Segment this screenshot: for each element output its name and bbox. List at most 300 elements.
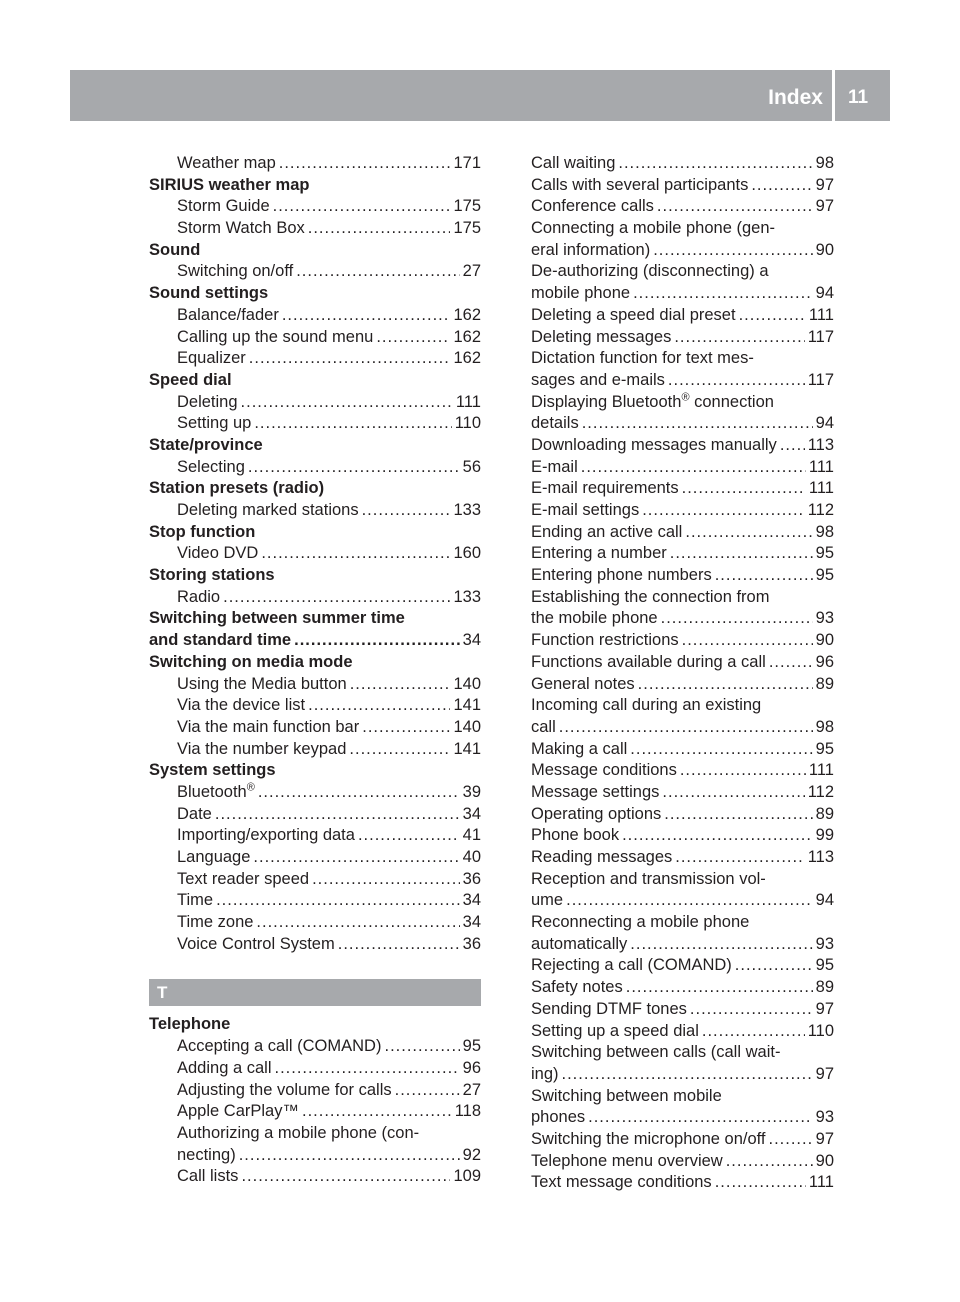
index-entry [531, 1086, 834, 1108]
entry-page-number: 140 [453, 674, 481, 693]
entry-page-number: 109 [453, 1167, 481, 1186]
entry-text: Using the Media button [177, 674, 347, 693]
index-entry [531, 1172, 834, 1194]
index-entry [149, 500, 481, 522]
index-entry [531, 1021, 834, 1043]
entry-text: E-mail requirements [531, 479, 679, 498]
index-entry [531, 283, 834, 305]
index-entry [149, 153, 481, 175]
entry-page-number: 34 [462, 631, 481, 650]
entry-page-number: 90 [815, 631, 834, 650]
index-entry [531, 153, 834, 175]
entry-text: details [531, 414, 579, 433]
entry-text: Via the main function bar [177, 717, 360, 736]
entry-text: Voice Control System [177, 934, 335, 953]
entry-text: State/province [149, 435, 263, 454]
entry-page-number: 160 [453, 544, 481, 563]
index-entry [531, 392, 834, 414]
dot-leader [682, 478, 806, 500]
dot-leader [662, 782, 804, 804]
index-entry [531, 977, 834, 999]
entry-page-number: 111 [808, 305, 834, 324]
entry-page-number: 27 [462, 262, 481, 281]
dot-leader [215, 804, 460, 826]
entry-text: Deleting messages [531, 327, 672, 346]
index-entry [531, 478, 834, 500]
dot-leader [630, 739, 812, 761]
entry-page-number: 98 [815, 717, 834, 736]
index-heading [149, 565, 481, 587]
index-entry [531, 1064, 834, 1086]
entry-text: Video DVD [177, 544, 259, 563]
dot-leader [588, 1107, 813, 1129]
index-entry [531, 413, 834, 435]
entry-text: Deleting marked stations [177, 501, 359, 519]
entry-text: Switching between calls (call wait- [531, 1043, 781, 1062]
registered-mark: ® [246, 781, 255, 794]
dot-leader [312, 869, 460, 891]
entry-text: ume [531, 891, 564, 910]
dot-leader [248, 457, 460, 479]
index-entry [531, 1151, 834, 1173]
index-heading [149, 478, 481, 500]
entry-page-number: 93 [815, 609, 834, 628]
index-entry [531, 240, 834, 262]
entry-page-number: 97 [815, 1064, 834, 1083]
entry-text: Message settings [531, 782, 660, 801]
index-entry [531, 305, 834, 327]
entry-text: Functions available during a call [531, 652, 766, 671]
left-column [149, 153, 481, 1188]
entry-page-number: 133 [453, 501, 481, 519]
entry-page-number: 93 [815, 934, 834, 953]
entry-page-number: 36 [462, 934, 481, 953]
index-entry [149, 869, 481, 891]
index-heading [149, 652, 481, 674]
entry-text: Weather map [177, 154, 276, 172]
index-entry [531, 739, 834, 761]
dot-leader [395, 1080, 460, 1102]
entry-page-number: 97 [815, 1129, 834, 1148]
entry-text: Stop function [149, 522, 256, 541]
entry-page-number: 40 [462, 848, 481, 866]
entry-text: Reconnecting a mobile phone [531, 913, 750, 932]
dot-leader [638, 674, 813, 696]
dot-leader [633, 283, 813, 305]
index-entry [149, 1166, 481, 1188]
dot-leader [680, 760, 806, 782]
index-entry [149, 890, 481, 912]
entry-text: Operating options [531, 804, 662, 823]
entry-page-number: 95 [815, 739, 834, 758]
entry-text: Switching on media mode [149, 652, 353, 671]
page-number: 11 [847, 87, 869, 108]
entry-text: Time [177, 891, 214, 910]
entry-text: Storm Watch Box [177, 219, 305, 238]
index-entry [149, 804, 481, 826]
index-heading [149, 522, 481, 544]
entry-text: Date [177, 804, 212, 823]
entry-text: SIRIUS weather map [149, 175, 310, 194]
entry-text: mobile phone [531, 284, 631, 303]
dot-leader [249, 348, 451, 370]
entry-page-number: 117 [807, 370, 834, 389]
dot-leader [254, 413, 451, 435]
dot-leader [690, 999, 813, 1021]
dot-leader [780, 435, 805, 457]
entry-text: Importing/exporting data [177, 826, 355, 845]
index-heading [149, 1014, 481, 1036]
entry-page-number: 171 [453, 154, 481, 172]
dot-leader [685, 522, 812, 544]
entry-page-number: 111 [808, 457, 834, 476]
entry-page-number: 56 [462, 457, 481, 476]
index-entry [149, 847, 481, 869]
dot-leader [216, 890, 460, 912]
dot-leader [661, 608, 813, 630]
entry-page-number: 175 [453, 219, 481, 238]
entry-page-number: 141 [453, 739, 481, 758]
dot-leader [682, 630, 813, 652]
entry-text: Switching on/off [177, 262, 294, 281]
index-entry [149, 825, 481, 847]
entry-text: E-mail settings [531, 501, 640, 519]
index-heading [149, 435, 481, 457]
entry-text: Station presets (radio) [149, 479, 325, 498]
entry-text: Reading messages [531, 848, 673, 866]
index-entry [531, 934, 834, 956]
entry-text: Speed dial [149, 370, 232, 389]
entry-text: Time zone [177, 913, 254, 932]
dot-leader [256, 912, 459, 934]
entry-page-number: 34 [462, 804, 481, 823]
entry-text: Balance/fader [177, 305, 279, 324]
dot-leader [559, 717, 813, 739]
index-heading [149, 630, 481, 652]
index-entry [149, 305, 481, 327]
entry-page-number: 112 [807, 782, 834, 801]
dot-leader [653, 240, 812, 262]
entry-page-number: 89 [815, 804, 834, 823]
entry-text: Calls with several participants [531, 175, 749, 194]
index-entry [149, 1101, 481, 1123]
entry-text: Phone book [531, 826, 620, 845]
entry-text: Setting up a speed dial [531, 1021, 699, 1040]
entry-text: Safety notes [531, 978, 623, 997]
index-entry [149, 348, 481, 370]
entry-text: Text message conditions [531, 1173, 712, 1192]
entry-page-number: 98 [815, 522, 834, 541]
index-entry [149, 587, 481, 609]
entry-text: ing) [531, 1064, 559, 1083]
index-entry [149, 1123, 481, 1145]
dot-leader [566, 890, 813, 912]
entry-page-number: 117 [807, 327, 834, 346]
index-entry [531, 196, 834, 218]
entry-text: Radio [177, 587, 221, 606]
index-entry [531, 587, 834, 609]
entry-text: Authorizing a mobile phone (con- [177, 1123, 420, 1142]
dot-leader [769, 652, 813, 674]
entry-page-number: 175 [453, 197, 481, 216]
entry-page-number: 95 [815, 566, 834, 585]
dot-leader [294, 630, 460, 652]
index-entry [531, 760, 834, 782]
index-entry [531, 825, 834, 847]
index-entry [149, 543, 481, 565]
index-entry [531, 500, 834, 522]
entry-page-number: 92 [462, 1145, 481, 1164]
dot-leader [626, 977, 813, 999]
entry-text: sages and e-mails [531, 370, 665, 389]
entry-text: call [531, 717, 556, 736]
entry-page-number: 96 [815, 652, 834, 671]
dot-leader [308, 218, 451, 240]
entry-text: Dictation function for text mes- [531, 349, 754, 368]
entry-page-number: 93 [815, 1108, 834, 1127]
index-entry [531, 218, 834, 240]
dot-leader [362, 717, 450, 739]
entry-text: Call lists [177, 1167, 239, 1186]
index-entry [531, 869, 834, 891]
dot-leader [274, 1058, 459, 1080]
entry-page-number: 90 [815, 1151, 834, 1170]
entry-page-number: 97 [815, 999, 834, 1018]
entry-page-number: 141 [453, 696, 481, 715]
index-entry [531, 695, 834, 717]
entry-text: eral information) [531, 240, 651, 259]
entry-text: Switching the microphone on/off [531, 1129, 766, 1148]
entry-text: Connecting a mobile phone (gen- [531, 219, 775, 238]
entry-page-number: 110 [807, 1021, 834, 1040]
entry-text: Sending DTMF tones [531, 999, 687, 1018]
dot-leader [384, 1036, 459, 1058]
dot-leader [258, 782, 460, 804]
entry-page-number: 162 [453, 327, 481, 346]
dot-leader [751, 175, 812, 197]
entry-text: Function restrictions [531, 631, 679, 650]
entry-text: Telephone [149, 1015, 231, 1034]
index-entry [149, 392, 481, 414]
entry-text: Incoming call during an existing [531, 696, 762, 715]
index-entry [149, 1036, 481, 1058]
entry-page-number: 97 [815, 197, 834, 216]
dot-leader [739, 305, 806, 327]
index-entry [149, 739, 481, 761]
dot-leader [670, 543, 813, 565]
index-entry [149, 261, 481, 283]
entry-text: Downloading messages manually [531, 435, 777, 454]
index-entry [531, 804, 834, 826]
index-entry [531, 652, 834, 674]
right-column [531, 153, 834, 1194]
entry-page-number: 34 [462, 913, 481, 932]
entry-page-number: 112 [807, 501, 834, 519]
entry-text: Call waiting [531, 154, 616, 172]
dot-leader [562, 1064, 813, 1086]
index-entry [531, 955, 834, 977]
index-entry [531, 912, 834, 934]
entry-text: Selecting [177, 457, 245, 476]
index-entry [531, 890, 834, 912]
entry-page-number: 162 [453, 305, 481, 324]
index-entry [149, 717, 481, 739]
entry-text: Message conditions [531, 761, 677, 780]
index-entry [149, 218, 481, 240]
entry-page-number: 111 [808, 761, 834, 780]
entry-text: General notes [531, 674, 635, 693]
letter-heading-t: T [149, 979, 481, 1006]
index-entry [531, 674, 834, 696]
dot-leader [715, 565, 813, 587]
index-entry [149, 196, 481, 218]
entry-page-number: 113 [807, 435, 834, 454]
index-heading [149, 760, 481, 782]
index-entry [149, 912, 481, 934]
index-entry [531, 175, 834, 197]
entry-text: Switching between mobile [531, 1086, 722, 1105]
entry-page-number: 118 [454, 1102, 481, 1121]
entry-page-number: 95 [815, 956, 834, 975]
dot-leader [358, 825, 460, 847]
dot-leader [362, 500, 451, 522]
entry-page-number: 90 [815, 240, 834, 259]
index-entry [531, 348, 834, 370]
dot-leader [273, 196, 451, 218]
dot-leader [308, 695, 450, 717]
dot-leader [239, 1145, 460, 1167]
entry-text: Accepting a call (COMAND) [177, 1037, 382, 1056]
entry-page-number: 41 [462, 826, 481, 845]
entry-page-number: 39 [462, 782, 481, 801]
dot-leader [350, 674, 451, 696]
dot-leader [581, 457, 806, 479]
entry-text: Language [177, 848, 251, 866]
entry-text: E-mail [531, 457, 578, 476]
entry-text: Storing stations [149, 566, 275, 585]
entry-page-number: 140 [453, 717, 481, 736]
dot-leader [630, 934, 812, 956]
index-entry [149, 413, 481, 435]
dot-leader [769, 1129, 813, 1151]
dot-leader [715, 1172, 806, 1194]
dot-leader [622, 825, 813, 847]
entry-text: Establishing the connection from [531, 587, 770, 606]
entry-page-number: 95 [815, 544, 834, 563]
dot-leader [664, 804, 812, 826]
entry-page-number: 94 [815, 284, 834, 303]
dot-leader [302, 1101, 452, 1123]
index-entry [531, 565, 834, 587]
entry-page-number: 111 [455, 392, 481, 411]
index-entry [531, 630, 834, 652]
entry-text: Entering a number [531, 544, 667, 563]
entry-text: Rejecting a call (COMAND) [531, 956, 732, 975]
entry-text: Entering phone numbers [531, 566, 712, 585]
dot-leader [296, 261, 459, 283]
entry-text: Telephone menu overview [531, 1151, 723, 1170]
entry-text: the mobile phone [531, 609, 658, 628]
dot-leader [735, 955, 813, 977]
index-entry [149, 1080, 481, 1102]
index-entry [149, 457, 481, 479]
entry-page-number: 89 [815, 674, 834, 693]
entry-text: De-authorizing (disconnecting) a [531, 262, 769, 281]
index-entry [531, 717, 834, 739]
index-entry [531, 435, 834, 457]
entry-text: phones [531, 1108, 586, 1127]
index-entry [531, 370, 834, 392]
index-entry [531, 608, 834, 630]
entry-text: Displaying Bluetooth® connection [531, 391, 774, 411]
entry-text: Setting up [177, 414, 252, 433]
index-entry [149, 1145, 481, 1167]
dot-leader [657, 196, 813, 218]
entry-page-number: 97 [815, 175, 834, 194]
dot-leader [668, 370, 805, 392]
entry-page-number: 110 [454, 414, 481, 433]
entry-page-number: 111 [808, 479, 834, 498]
entry-text: Sound [149, 240, 201, 259]
dot-leader [282, 305, 451, 327]
telephone-entries [149, 1014, 481, 1188]
index-entry [531, 847, 834, 869]
entry-text: Storm Guide [177, 197, 270, 216]
registered-mark: ® [681, 391, 690, 404]
entry-page-number: 95 [462, 1037, 481, 1056]
index-heading [149, 608, 481, 630]
header-divider [832, 70, 835, 121]
entry-text: Sound settings [149, 284, 269, 303]
entry-page-number: 99 [815, 826, 834, 845]
right-entries [531, 153, 834, 1194]
entry-text: Calling up the sound menu [177, 327, 374, 346]
entry-page-number: 96 [462, 1058, 481, 1077]
index-entry [149, 1058, 481, 1080]
entry-page-number: 27 [462, 1080, 481, 1099]
entry-text: Apple CarPlay™ [177, 1102, 299, 1121]
dot-leader [241, 1166, 450, 1188]
entry-text: Via the number keypad [177, 739, 347, 758]
entry-page-number: 94 [815, 414, 834, 433]
section-title: Index [768, 86, 823, 109]
dot-leader [582, 413, 813, 435]
index-entry [531, 999, 834, 1021]
entry-page-number: 111 [808, 1173, 834, 1192]
entry-text: necting) [177, 1145, 236, 1164]
index-entry [531, 782, 834, 804]
index-entry [149, 695, 481, 717]
entry-page-number: 133 [453, 587, 481, 606]
entry-text: Text reader speed [177, 869, 310, 888]
dot-leader [349, 739, 450, 761]
index-entry [531, 1042, 834, 1064]
left-entries [149, 153, 481, 955]
entry-text: Equalizer [177, 349, 246, 368]
entry-text: automatically [531, 934, 628, 953]
entry-page-number: 98 [815, 154, 834, 172]
index-heading [149, 370, 481, 392]
entry-text: Adjusting the volume for calls [177, 1080, 392, 1099]
entry-text: Adding a call [177, 1058, 272, 1077]
dot-leader [675, 847, 804, 869]
dot-leader [726, 1151, 813, 1173]
index-entry [149, 934, 481, 956]
dot-leader [674, 327, 804, 349]
index-heading [149, 283, 481, 305]
entry-text: Reception and transmission vol- [531, 869, 766, 888]
index-entry [531, 457, 834, 479]
